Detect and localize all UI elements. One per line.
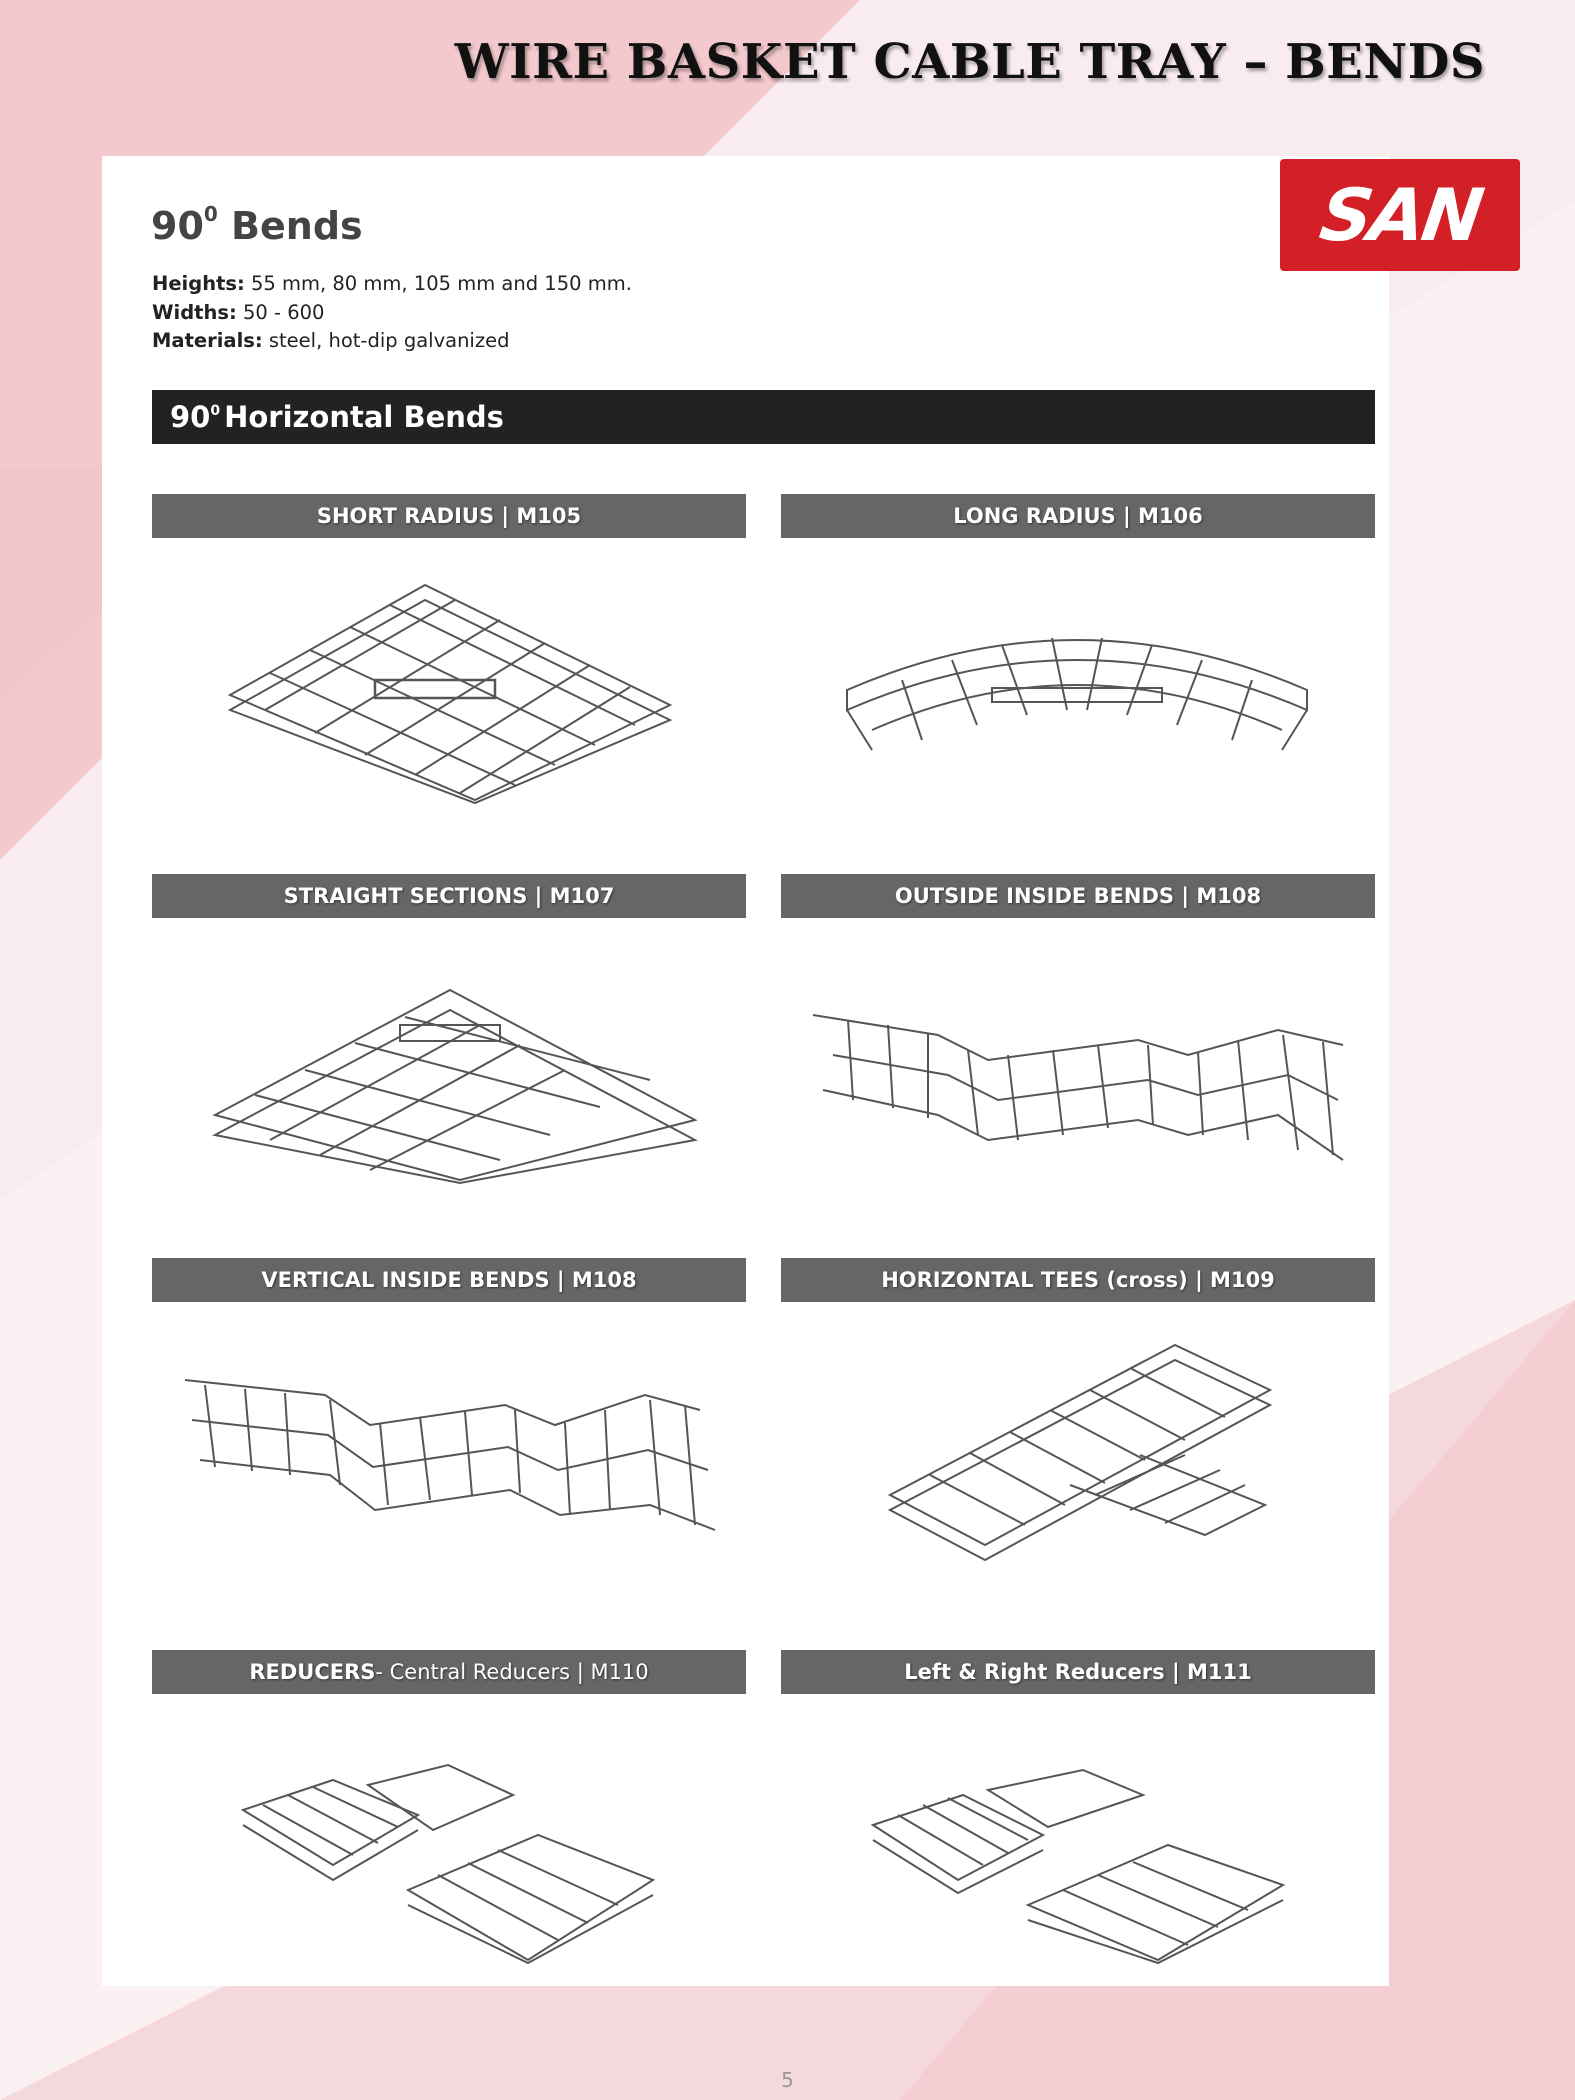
product-label-horizontal-tees: HORIZONTAL TEES (cross) | M109 (781, 1258, 1375, 1302)
product-label-long-radius: LONG RADIUS | M106 (781, 494, 1375, 538)
left-right-reducer-icon (868, 1765, 1288, 1965)
section-heading (151, 204, 363, 248)
product-label-vertical-inside-bends: VERTICAL INSIDE BENDS | M108 (152, 1258, 746, 1302)
section-superscript: 0 (210, 403, 221, 419)
vertical-inside-bend-icon (180, 1375, 720, 1535)
straight-section-bend-icon (210, 985, 700, 1185)
label-rest-part: - Central Reducers | M110 (375, 1660, 649, 1684)
spec-label: Heights: (152, 272, 245, 295)
san-logo (1280, 159, 1520, 271)
spec-widths (152, 299, 632, 328)
section-prefix: 90 (170, 400, 211, 434)
product-label-left-right-reducers: Left & Right Reducers | M111 (781, 1650, 1375, 1694)
spec-value: 50 - 600 (236, 300, 325, 324)
short-radius-bend-icon (225, 575, 675, 805)
spec-label: Materials: (152, 329, 263, 352)
spec-value: steel, hot-dip galvanized (262, 329, 510, 352)
product-label-outside-inside-bends: OUTSIDE INSIDE BENDS | M108 (781, 874, 1375, 918)
heading-superscript: 0 (203, 202, 218, 227)
product-label-straight-sections: STRAIGHT SECTIONS | M107 (152, 874, 746, 918)
spec-materials (152, 327, 632, 356)
product-label-central-reducers (152, 1650, 746, 1694)
logo-text: SAN (1314, 173, 1486, 257)
outside-inside-bend-icon (808, 1000, 1348, 1175)
horizontal-tee-icon (885, 1335, 1275, 1565)
section-suffix: Horizontal Bends (224, 400, 504, 434)
heading-prefix: 90 (151, 204, 204, 248)
heading-suffix: Bends (217, 204, 363, 248)
label-bold-part: REDUCERS (249, 1660, 376, 1684)
long-radius-bend-icon (842, 620, 1312, 770)
spec-value: 55 mm, 80 mm, 105 mm and 150 mm. (244, 272, 632, 295)
page-number: 5 (781, 2068, 794, 2092)
product-label-short-radius: SHORT RADIUS | M105 (152, 494, 746, 538)
spec-heights (152, 270, 632, 299)
spec-label: Widths: (152, 300, 237, 324)
central-reducer-icon (238, 1755, 658, 1965)
spec-list (152, 270, 632, 356)
section-bar-horizontal-bends (152, 390, 1375, 444)
page-title: WIRE BASKET CABLE TRAY – BENDS (454, 34, 1485, 90)
